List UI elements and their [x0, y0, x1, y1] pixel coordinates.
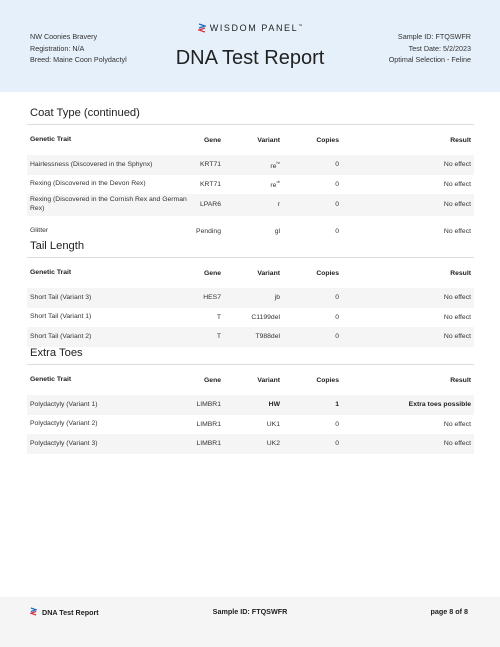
panel-name: Optimal Selection - Feline — [388, 55, 471, 64]
result: No effect — [443, 313, 471, 321]
section-title: Extra Toes — [30, 347, 83, 359]
table-row — [27, 415, 474, 435]
gene: Pending — [196, 228, 221, 235]
copies: 0 — [335, 161, 339, 169]
column-header-variant: Variant — [257, 269, 280, 277]
table-row — [27, 288, 474, 308]
table-header-row — [27, 258, 474, 288]
result: No effect — [443, 201, 471, 209]
column-header-gene: Gene — [204, 136, 221, 144]
result: No effect — [443, 333, 471, 341]
variant: r — [277, 201, 280, 209]
copies: 0 — [335, 294, 339, 302]
variant-superscript: hr — [276, 159, 280, 165]
gene: LIMBR1 — [196, 401, 221, 409]
column-header-variant: Variant — [257, 136, 280, 144]
registration: Registration: N/A — [30, 43, 85, 53]
section-title: Tail Length — [30, 240, 85, 252]
column-header-copies: Copies — [316, 376, 339, 384]
trait-name: Polydactyly (Variant 3) — [30, 439, 98, 447]
column-header-gene: Gene — [204, 269, 221, 277]
variant: UK2 — [266, 440, 280, 448]
trait-name: Short Tail (Variant 1) — [30, 313, 92, 320]
result: No effect — [443, 294, 471, 302]
footer-sample-id: Sample ID: FTQSWFR — [212, 607, 288, 616]
variant-cell — [221, 155, 280, 175]
variant: re — [270, 162, 277, 170]
report-header — [0, 0, 500, 92]
column-header-gene: Gene — [204, 376, 221, 384]
page-number: page 8 of 8 — [430, 607, 468, 616]
table-row — [27, 194, 474, 216]
sample-info — [389, 31, 471, 66]
column-header-result: Result — [450, 136, 471, 144]
variant: UK1 — [266, 420, 280, 428]
footer-report-name: DNA Test Report — [42, 608, 99, 617]
gene: T — [216, 333, 221, 341]
column-header-copies: Copies — [316, 269, 339, 277]
variant: HW — [268, 401, 280, 409]
section-tail-length — [27, 239, 474, 347]
trait-name: Rexing (Discovered in the Cornish Rex and German Rex) — [30, 196, 187, 212]
copies: 0 — [335, 180, 339, 188]
trait-name: Glitter — [30, 227, 49, 235]
variant-cell — [221, 175, 280, 195]
test-date: Test Date: 5/2/2023 — [408, 43, 471, 53]
brand-trademark: ™ — [298, 23, 303, 28]
variant-superscript: dr — [276, 179, 280, 185]
gene: T — [216, 313, 221, 321]
result: No effect — [443, 440, 471, 448]
gene: HES7 — [203, 294, 221, 302]
column-header-trait: Genetic Trait — [30, 135, 72, 143]
variant: T988del — [255, 333, 280, 341]
table-row — [27, 308, 474, 328]
variant: gl — [274, 228, 280, 235]
gene: LPAR6 — [199, 201, 221, 209]
column-header-result: Result — [450, 376, 471, 384]
table-row — [27, 155, 474, 175]
trait-name: Polydactyly (Variant 1) — [30, 400, 98, 408]
pet-name: NW Coonies Bravery — [30, 32, 98, 41]
breed: Breed: Maine Coon Polydactyl — [30, 55, 127, 64]
sample-id: Sample ID: FTQSWFR — [397, 32, 471, 41]
gene: KRT71 — [199, 161, 221, 169]
result: No effect — [443, 161, 471, 169]
column-header-variant: Variant — [257, 376, 280, 384]
table-row — [27, 434, 474, 454]
brand-name: WISDOM PANEL — [209, 23, 299, 33]
result: No effect — [443, 180, 471, 188]
variant: re — [270, 182, 277, 190]
section-coat-type — [27, 106, 474, 248]
report-footer — [0, 597, 500, 647]
column-header-trait: Genetic Trait — [30, 375, 72, 383]
column-header-trait: Genetic Trait — [30, 268, 72, 276]
result: No effect — [443, 420, 471, 428]
variant: C1199del — [251, 313, 280, 321]
copies: 0 — [335, 333, 339, 341]
trait-name: Hairlessness (Discovered in the Sphynx) — [30, 160, 153, 168]
gene: KRT71 — [199, 180, 221, 188]
result: Extra toes possible — [408, 401, 471, 409]
column-header-result: Result — [450, 269, 471, 277]
variant: jb — [274, 294, 280, 302]
result: No effect — [443, 228, 471, 235]
trait-table — [27, 125, 474, 248]
trait-name: Polydactyly (Variant 2) — [30, 420, 98, 427]
gene: LIMBR1 — [196, 440, 221, 448]
copies: 0 — [335, 440, 339, 448]
trait-table — [27, 258, 474, 347]
gene: LIMBR1 — [196, 420, 221, 428]
table-header-row — [27, 125, 474, 155]
trait-table — [27, 365, 474, 454]
copies: 0 — [335, 228, 339, 235]
copies: 1 — [335, 401, 339, 409]
table-row — [27, 327, 474, 347]
wisdom-panel-logo-icon — [198, 23, 206, 33]
trait-name: Short Tail (Variant 3) — [30, 293, 92, 301]
trait-name: Short Tail (Variant 2) — [30, 332, 92, 340]
table-header-row — [27, 365, 474, 395]
section-title: Coat Type (continued) — [30, 107, 140, 119]
column-header-copies: Copies — [316, 136, 339, 144]
table-row — [27, 395, 474, 415]
trait-name: Rexing (Discovered in the Devon Rex) — [30, 180, 146, 187]
page-title: DNA Test Report — [175, 47, 325, 69]
section-extra-toes — [27, 346, 474, 454]
copies: 0 — [335, 201, 339, 209]
copies: 0 — [335, 313, 339, 321]
table-row — [27, 175, 474, 195]
copies: 0 — [335, 420, 339, 428]
